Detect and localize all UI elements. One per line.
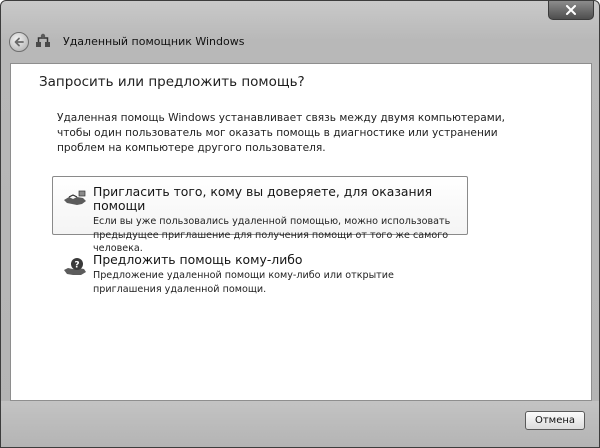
close-icon	[565, 5, 577, 15]
invite-trusted-helper-option[interactable]	[52, 176, 468, 254]
option-description: Предложение удаленной помощи кому-либо или открытие приглашения удаленной помощи.	[93, 270, 394, 295]
option-description: Если вы уже пользовались удаленной помощью, можно использовать предыдущее приглашение для получения помощи от того же самого человека.	[93, 216, 451, 254]
option-title: Предложить помощь кому-либо	[93, 252, 303, 267]
back-arrow-icon	[13, 36, 25, 48]
offer-help-option[interactable]	[52, 244, 468, 298]
close-button[interactable]	[548, 1, 594, 20]
back-button[interactable]	[9, 32, 29, 52]
invite-handshake-icon	[63, 189, 87, 209]
cancel-button[interactable]: Отмена	[525, 411, 585, 430]
window-title: Удаленный помощник Windows	[63, 35, 245, 48]
svg-text:?: ?	[74, 260, 80, 271]
footer-bar	[1, 401, 599, 447]
offer-help-icon	[63, 257, 87, 277]
content-area	[10, 63, 592, 401]
option-title: Пригласить того, кому вы доверяете, для оказания помощи	[93, 184, 433, 213]
intro-text: Удаленная помощь Windows устанавливает связь между двумя компьютерами, чтобы один пользователь мог оказать помощь в диагностике или устранении проблем на компьютере другого пользователя.	[57, 112, 506, 154]
page-title: Запросить или предложить помощь?	[39, 74, 305, 90]
remote-assistance-icon	[34, 32, 52, 50]
title-bar	[1, 1, 599, 61]
